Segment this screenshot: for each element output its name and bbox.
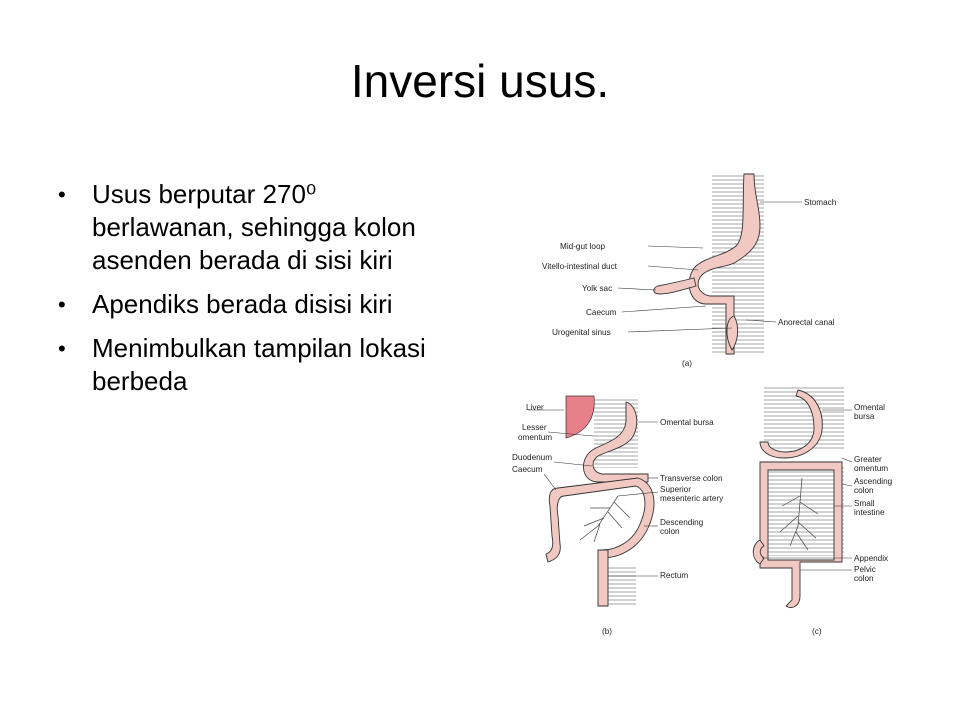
- panel-c: [753, 386, 892, 636]
- bullet-item: [58, 332, 458, 398]
- panel-a: [542, 174, 837, 368]
- panel-b: [512, 396, 724, 636]
- label-sma-2: mesenteric artery: [660, 494, 724, 503]
- label-pelvic-2: colon: [854, 574, 874, 583]
- label-stomach: Stomach: [804, 198, 837, 207]
- label-liver: Liver: [526, 403, 544, 412]
- panel-c-tag: (c): [812, 627, 822, 636]
- rectum-b: [598, 550, 608, 606]
- label-caecum-a: Caecum: [586, 308, 617, 317]
- yolk-sac-a: [654, 278, 696, 294]
- label-duodenum: Duodenum: [512, 453, 553, 462]
- colon-loop-b: [546, 478, 654, 562]
- bullet-text: Apendiks berada disisi kiri: [92, 289, 393, 319]
- label-rectum: Rectum: [660, 571, 689, 580]
- bullet-item: [58, 178, 458, 277]
- bullet-text: Menimbulkan tampilan lokasi berbeda: [92, 333, 426, 396]
- mesenteric-artery-b: [580, 496, 630, 542]
- label-vitello-duct: Vitello-intestinal duct: [542, 262, 617, 271]
- rectum-hatch-b: [608, 566, 636, 606]
- label-omental-1-c: Omental: [854, 403, 885, 412]
- anatomy-diagram: [498, 166, 902, 644]
- label-midgut-loop: Mid-gut loop: [560, 242, 606, 251]
- label-sma-1: Superior: [660, 485, 691, 494]
- bullet-list: [58, 178, 458, 409]
- bullet-item: [58, 288, 458, 321]
- label-yolk-sac: Yolk sac: [582, 284, 613, 293]
- label-caecum-b: Caecum: [512, 465, 543, 474]
- label-descending-2: colon: [660, 527, 680, 536]
- label-lesser-1: Lesser: [522, 423, 547, 432]
- label-ascending-2: colon: [854, 486, 874, 495]
- label-small-1: Small: [854, 499, 875, 508]
- bullet-icon: •: [58, 292, 66, 317]
- label-anorectal-canal: Anorectal canal: [778, 318, 835, 327]
- label-omental-bursa-b: Omental bursa: [660, 418, 714, 427]
- bullet-icon: •: [58, 336, 66, 361]
- label-greater-1: Greater: [854, 455, 882, 464]
- panel-b-tag: (b): [602, 627, 613, 636]
- label-lesser-2: omentum: [518, 433, 553, 442]
- label-appendix: Appendix: [854, 554, 889, 563]
- label-small-2: intestine: [854, 508, 885, 517]
- intestine-hatch-c: [764, 466, 844, 556]
- label-ascending-1: Ascending: [854, 477, 893, 486]
- bullet-icon: •: [58, 182, 66, 207]
- label-greater-2: omentum: [854, 464, 889, 473]
- label-urogenital-sinus: Urogenital sinus: [552, 328, 611, 337]
- slide-title: Inversi usus.: [350, 55, 610, 107]
- liver-shape: [566, 396, 594, 438]
- label-descending-1: Descending: [660, 518, 704, 527]
- label-pelvic-1: Pelvic: [854, 565, 876, 574]
- bullet-text: Usus berputar 270⁰ berlawanan, sehingga kolon asenden berada di sisi kiri: [92, 179, 416, 275]
- label-omental-2-c: bursa: [854, 412, 875, 421]
- panel-a-tag: (a): [682, 359, 693, 368]
- gut-rotation-figure: [498, 166, 902, 644]
- label-transverse-colon: Transverse colon: [660, 474, 723, 483]
